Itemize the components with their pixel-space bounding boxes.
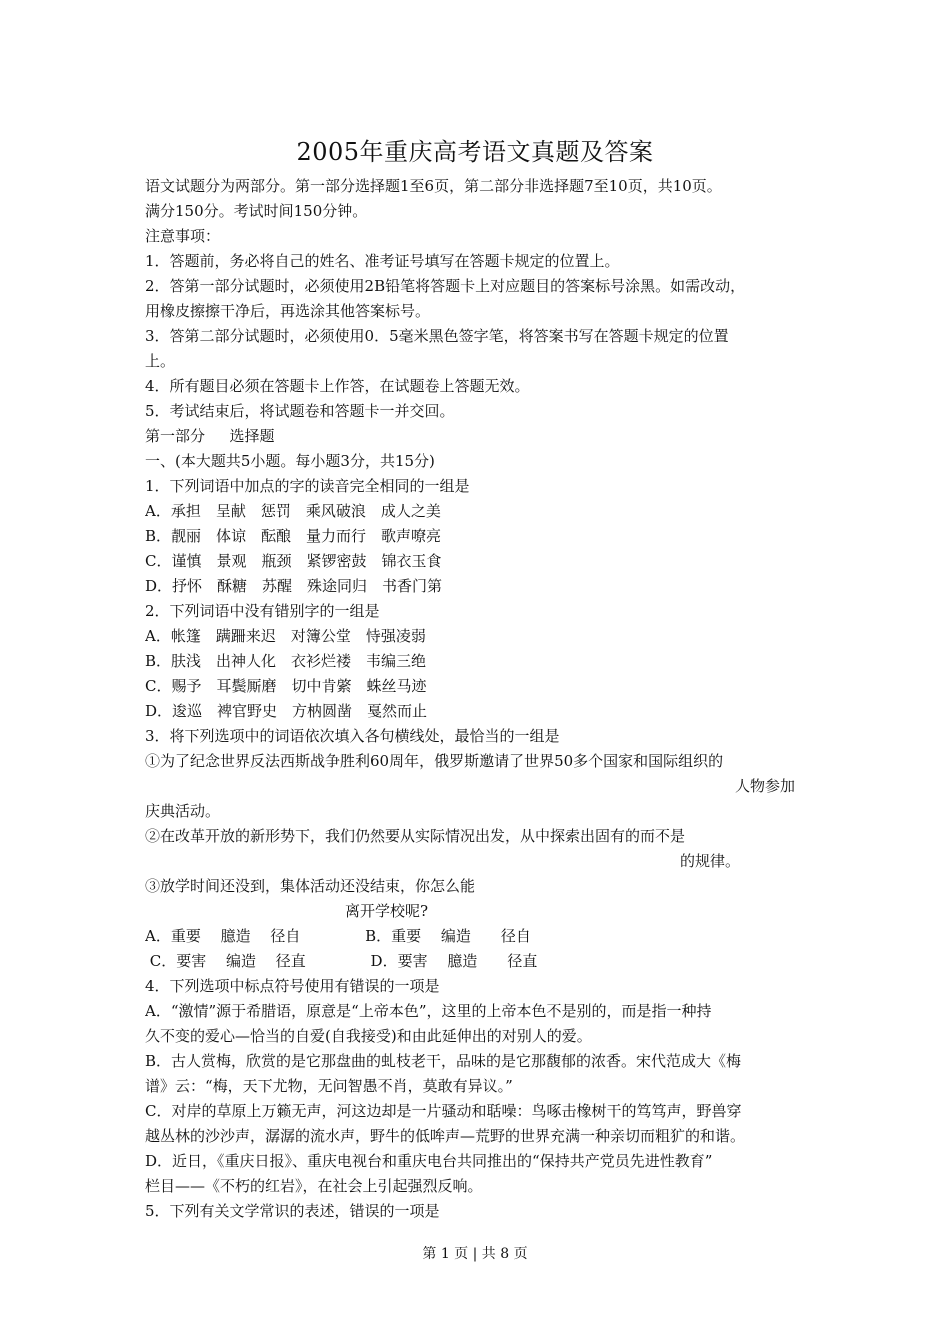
text-line: A．“激情”源于希腊语，原意是“上帝本色”，这里的上帝本色不是别的，而是指一种持 — [145, 1002, 712, 1020]
page-footer: 第 1 页 | 共 8 页 — [422, 1246, 528, 1262]
text-line: C．赐予 耳鬓厮磨 切中肯綮 蛛丝马迹 — [145, 677, 427, 695]
page-title: 2005年重庆高考语文真题及答案 — [296, 138, 654, 166]
text-line: D．抒怀 酥糖 苏醒 殊途同归 书香门第 — [145, 577, 443, 595]
answer-options-row: C．要害 编造 径直 D．要害 臆造 径直 — [145, 952, 538, 970]
text-line: D．逡巡 裨官野史 方枘圆凿 戛然而止 — [145, 702, 428, 720]
text-line: ①为了纪念世界反法西斯战争胜利60周年，俄罗斯邀请了世界50多个国家和国际组织的 — [145, 752, 724, 770]
text-line: 1．答题前，务必将自己的姓名、准考证号填写在答题卡规定的位置上。 — [145, 252, 620, 270]
text-line: 注意事项： — [145, 227, 221, 245]
text-line: 庆典活动。 — [145, 802, 221, 820]
text-line: 3．答第二部分试题时，必须使用0．5毫米黑色签字笔，将答案书写在答题卡规定的位置 — [145, 327, 729, 345]
text-line: A．帐篷 蹒跚来迟 对簿公堂 恃强凌弱 — [145, 627, 426, 645]
text-line: 4．下列选项中标点符号使用有错误的一项是 — [145, 977, 440, 995]
text-line: 2．答第一部分试题时，必须使用2B铅笔将答题卡上对应题目的答案标号涂黑。如需改动， — [145, 277, 746, 295]
body-lines-part2 — [145, 974, 810, 1224]
answer-options-row: A．重要 臆造 径自 B．重要 编造 径自 — [145, 927, 531, 945]
text-line: 4．所有题目必须在答题卡上作答，在试题卷上答题无效。 — [145, 377, 530, 395]
text-line: 5．下列有关文学常识的表述，错误的一项是 — [145, 1202, 440, 1220]
text-line: 1．下列词语中加点的字的读音完全相同的一组是 — [145, 477, 470, 495]
text-line: 久不变的爱心—恰当的自爱(自我接受)和由此延伸出的对别人的爱。 — [145, 1027, 592, 1045]
text-line: 栏目——《不朽的红岩》，在社会上引起强烈反响。 — [145, 1177, 483, 1195]
text-line: 离开学校呢? — [345, 902, 429, 920]
text-line: B．靓丽 体谅 酝酿 量力而行 歌声嘹亮 — [145, 527, 442, 545]
text-line: 5．考试结束后，将试题卷和答题卡一并交回。 — [145, 402, 455, 420]
text-line: D．近日，《重庆日报》、重庆电视台和重庆电台共同推出的“保持共产党员先进性教育” — [145, 1152, 713, 1170]
text-line: 2．下列词语中没有错别字的一组是 — [145, 602, 380, 620]
text-line: 用橡皮擦擦干净后，再选涂其他答案标号。 — [145, 302, 431, 320]
text-line: C．对岸的草原上万籁无声，河这边却是一片骚动和聒噪：鸟啄击橡树干的笃笃声，野兽穿 — [145, 1102, 742, 1120]
text-line: 上。 — [145, 352, 176, 370]
text-line: 的规律。 — [680, 852, 741, 870]
text-line: 人物参加 — [735, 777, 796, 795]
text-line: ③放学时间还没到，集体活动还没结束，你怎么能 — [145, 877, 476, 895]
text-line: 越丛林的沙沙声，潺潺的流水声，野牛的低哞声—荒野的世界充满一种亲切而粗犷的和谐。 — [145, 1127, 746, 1145]
text-line: 语文试题分为两部分。第一部分选择题1至6页，第二部分非选择题7至10页，共10页。 — [145, 177, 722, 195]
text-line: C．谨慎 景观 瓶颈 紧锣密鼓 锦衣玉食 — [145, 552, 442, 570]
text-line: B．肤浅 出神人化 衣衫烂褛 韦编三绝 — [145, 652, 427, 670]
text-line: A．承担 呈献 惩罚 乘风破浪 成人之美 — [145, 502, 441, 520]
text-line: 一、(本大题共5小题。每小题3分，共15分) — [145, 452, 435, 470]
text-line: B．古人赏梅，欣赏的是它那盘曲的虬枝老干，品味的是它那馥郁的浓香。宋代范成大《梅 — [145, 1052, 742, 1070]
text-line: 谱》云：“梅，天下尤物，无问智愚不肖，莫敢有异议。” — [145, 1077, 513, 1095]
text-line: ②在改革开放的新形势下，我们仍然要从实际情况出发，从中探索出固有的而不是 — [145, 827, 686, 845]
text-line: 第一部分 选择题 — [145, 427, 275, 445]
body-lines-part1 — [145, 174, 810, 774]
text-line: 满分150分。考试时间150分钟。 — [145, 202, 368, 220]
document-body — [145, 174, 810, 1224]
text-line: 3．将下列选项中的词语依次填入各句横线处，最恰当的一组是 — [145, 727, 560, 745]
